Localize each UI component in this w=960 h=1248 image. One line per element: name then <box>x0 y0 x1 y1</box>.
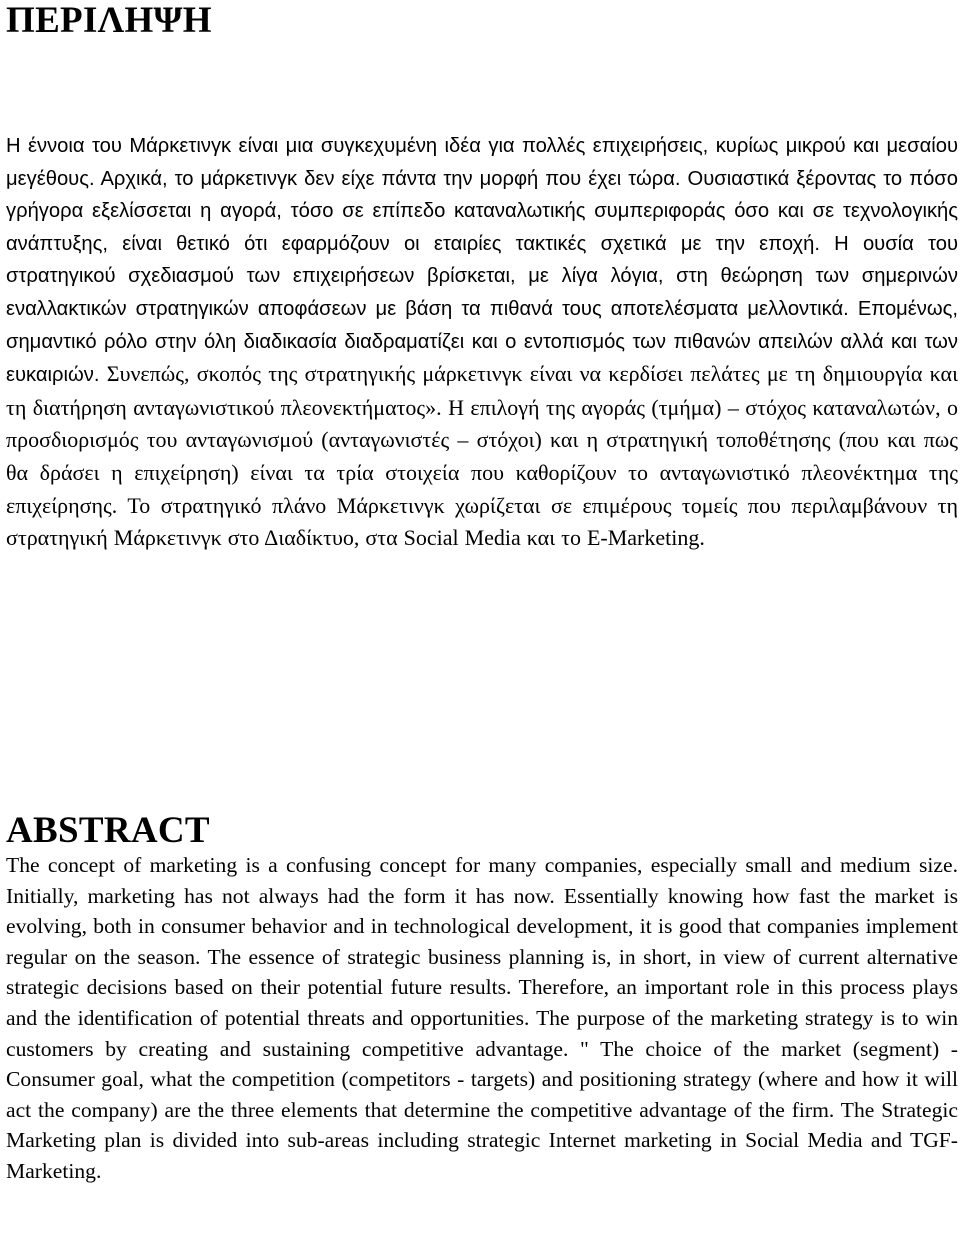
greek-abstract-text-part-2: Συνεπώς, σκοπός της στρατηγικής μάρκετινγκ είναι να κερδίσει πελάτες με τη δημιουργία και τη διατήρηση ανταγωνιστικού πλεονεκτήματος». Η επιλογή της αγοράς (τμήμα) – στόχος καταναλωτών, ο προσδιορισμός του ανταγωνισμού (ανταγωνιστές – στόχοι) και η στρατηγική τοποθέτησης (που και πως θα δράσει η επιχείρηση) είναι τα τρία στοιχεία που καθορίζουν το ανταγωνιστικό πλεονέκτημα της επιχείρησης. Το στρατηγικό πλάνο Μάρκετινγκ χωρίζεται σε επιμέρους τομείς που περιλαμβάνουν τη στρατηγική Μάρκετινγκ στο Διαδίκτυο, στα Social Media και το E-Marketing. <box>6 361 958 551</box>
document-page <box>6 0 958 1183</box>
greek-abstract-heading: ΠΕΡΙΛΗΨΗ <box>6 0 212 41</box>
greek-abstract-text-part-1: Η έννοια του Μάρκετινγκ είναι μια συγκεχυμένη ιδέα για πολλές επιχειρήσεις, κυρίως μικρού και μεσαίου μεγέθους. Αρχικά, το μάρκετινγκ δεν είχε πάντα την μορφή που έχει τώρα. Ουσιαστικά ξέροντας το πόσο γρήγορα εξελίσσεται η αγορά, τόσο σε επίπεδο καταναλωτικής συμπεριφοράς όσο και σε τεχνολογικής ανάπτυξης, είναι θετικό ότι εφαρμόζουν οι εταιρίες τακτικές σχετικά με την εποχή. Η ουσία του στρατηγικού σχεδιασμού των επιχειρήσεων βρίσκεται, με λίγα λόγια, στη θεώρηση των σημερινών εναλλακτικών στρατηγικών αποφάσεων με βάση τα πιθανά τους αποτελέσματα μελλοντικά. Επομένως, σημαντικό ρόλο στην όλη διαδικασία διαδραματίζει και ο εντοπισμός των πιθανών απειλών αλλά και των ευκαιριών. <box>6 135 958 387</box>
english-abstract-heading: ABSTRACT <box>6 810 210 851</box>
english-abstract-body: The concept of marketing is a confusing concept for many companies, especially small and medium size. Initially, marketing has not always had the form it has now. Essentially knowing how fast the market is evolving, both in consumer behavior and in technological development, it is good that companies implement regular on the season. The essence of strategic business planning is, in short, in view of current alternative strategic decisions based on their potential future results. Therefore, an important role in this process plays and the identification of potential threats and opportunities. The purpose of the marketing strategy is to win customers by creating and sustaining competitive advantage. " The choice of the market (segment) - Consumer goal, what the competition (competitors - targets) and positioning strategy (where and how it will act the company) are the three elements that determine the competitive advantage of the firm. The Strategic Marketing plan is divided into sub-areas including strategic Internet marketing in Social Media and TGF-Marketing. <box>6 853 958 1183</box>
greek-abstract-body <box>6 130 958 555</box>
